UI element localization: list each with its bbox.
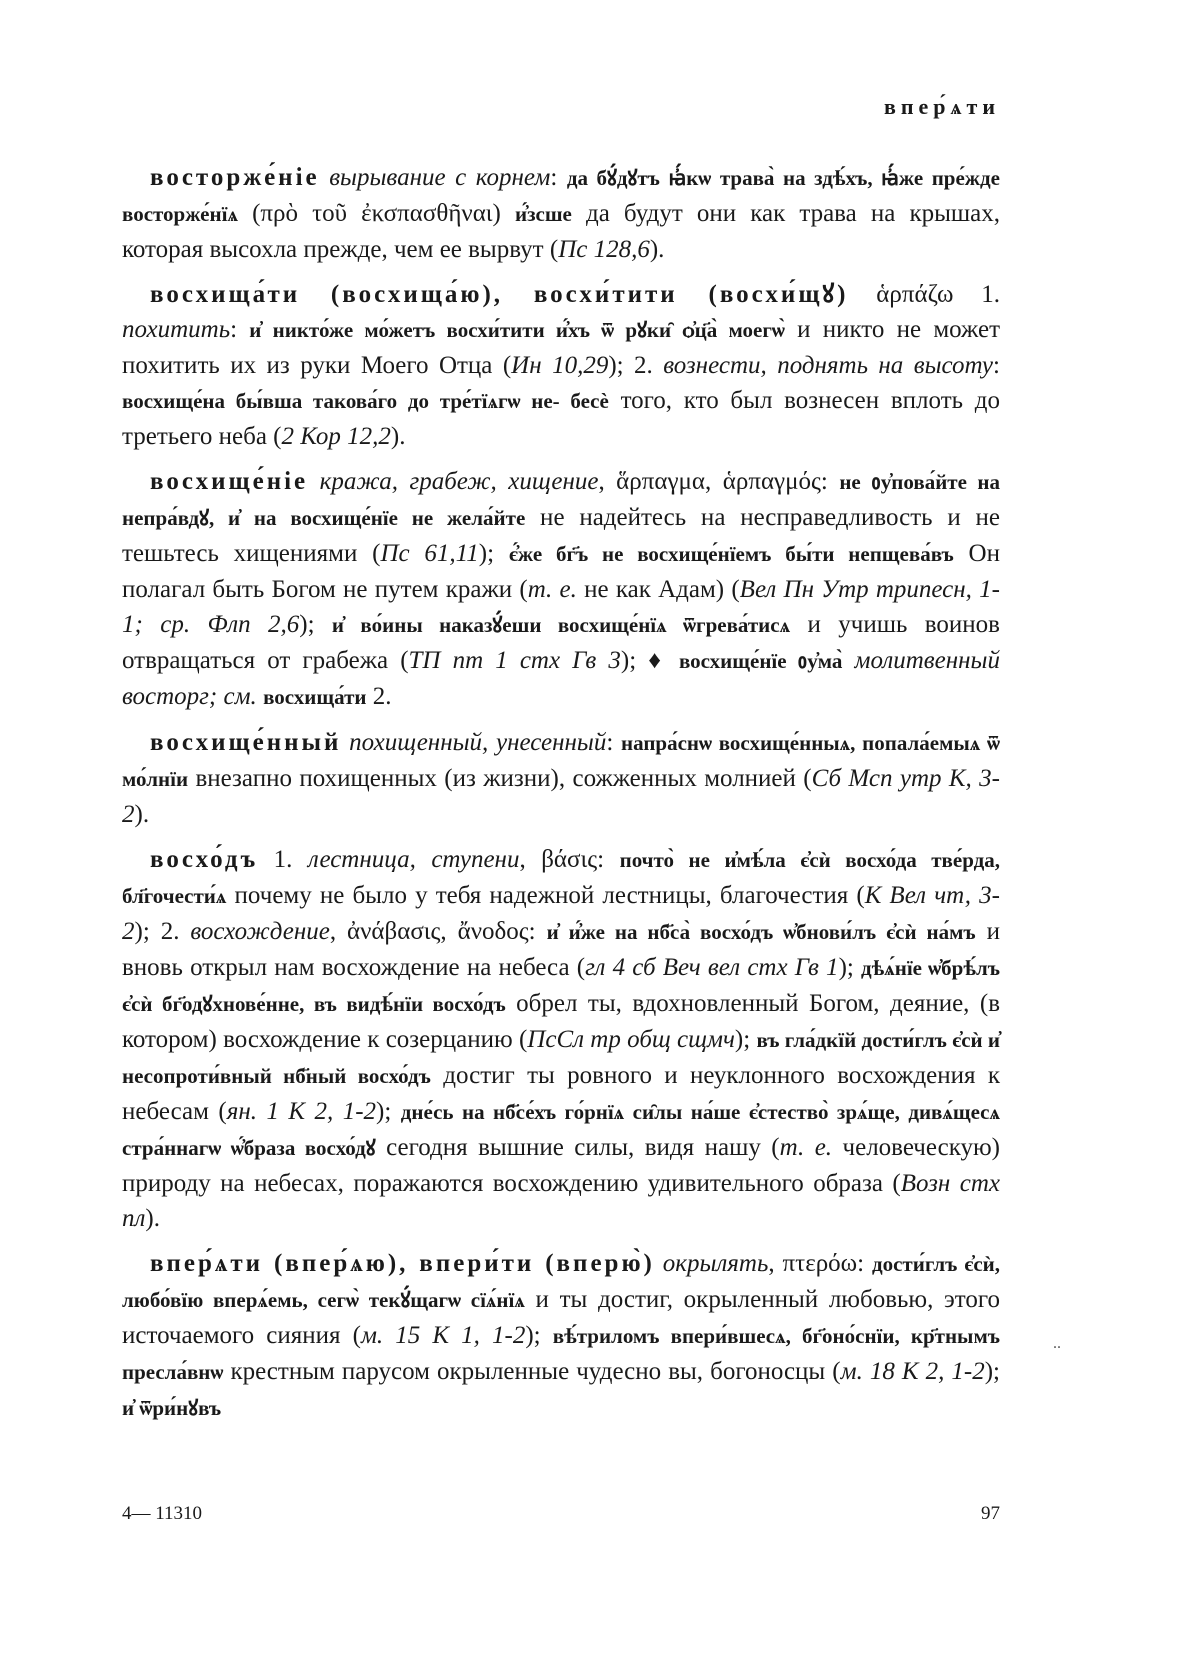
running-head: впер́ѧти <box>883 94 1000 119</box>
headword: восхища́ти (восхища́ю), восхи́тити (восхи́щꙋ) <box>150 281 849 308</box>
gloss-italic: окрылять <box>662 1250 769 1277</box>
entry-text: 1. <box>258 846 308 873</box>
entry-text: : <box>993 352 1000 379</box>
gloss-italic: м. 18 К 2, 1-2 <box>840 1358 985 1385</box>
entry-text: не надейтесь на несправедливость и не тешьтесь хищениями ( <box>122 504 1000 567</box>
headword: восхище́ніе <box>150 468 309 495</box>
gloss-italic: вознести, поднять на высоту <box>663 352 994 379</box>
entry-text: и ты достиг, окрыленный любовью, этого источаемого сияния ( <box>122 1286 1000 1349</box>
gloss-italic: Пс 128,6 <box>558 236 650 263</box>
gloss-italic: ян. 1 К 2, 1-2 <box>226 1098 377 1125</box>
gloss-italic: т. е. <box>779 1134 833 1161</box>
slavonic-quote: да бꙋ́дꙋтъ ꙗ҆́кѡ трава̀ на здѣ́хъ, ꙗ҆́же пре́жде восторже́нїѧ <box>122 166 1000 226</box>
dictionary-entry <box>122 725 1000 832</box>
entry-text: ); 2. <box>608 352 664 379</box>
entry-text: ); <box>734 1026 757 1053</box>
slavonic-quote: и҆ никто́же мо́жетъ восхи́тити и҆́хъ ѿ рꙋки̑ ѻ҆ц҃а̀ моегѡ̀ <box>249 318 785 342</box>
entry-text <box>341 729 349 756</box>
entry-text: ); <box>525 1322 553 1349</box>
gloss-italic: т. е. <box>527 576 577 603</box>
gloss-italic: ТП пт 1 стх Гв 3 <box>408 647 621 674</box>
entry-text: почему не было у тебя надежной лестницы, благочестия ( <box>226 882 865 909</box>
gloss-italic: молитвенный восторг; см. <box>122 647 1000 710</box>
entry-text: Он полагал быть Богом не путем кражи ( <box>122 540 1000 603</box>
dictionary-entry <box>122 160 1000 267</box>
slavonic-quote: є҆́же бг҃ъ не восхище́нїемъ бы́ти непщева́въ <box>508 542 954 566</box>
slavonic-quote: и҆ во́ины наказꙋ́еши восхище́нїѧ ѿгрева́тисѧ <box>331 613 791 637</box>
dictionary-entry <box>122 842 1000 1236</box>
entry-text: обрел ты, вдохновленный Богом, деяние, (в котором) восхождение к созерцанию ( <box>122 990 1001 1053</box>
page-number: 97 <box>981 1503 1000 1524</box>
entry-text: ); <box>478 540 509 567</box>
gloss-italic: К Вел чт, 3-2 <box>122 882 1000 945</box>
slavonic-quote: въ гла́дкїй дости́глъ є҆сѝ и҆ несопроти́вный нб҃ный восхо́дъ <box>122 1028 1001 1088</box>
slavonic-quote: почто̀ не и҆мѣ́ла є҆сѝ восхо́да тве́рда, бл҃гочести́ѧ <box>122 848 1000 908</box>
gloss-italic: Ин 10,29 <box>511 352 609 379</box>
dictionary-entry <box>122 464 1000 715</box>
dictionary-entry <box>122 1246 1000 1426</box>
entry-text: ); <box>984 1358 1000 1385</box>
dictionary-entries <box>122 160 1000 1436</box>
entry-text: , βάσις: <box>519 846 620 873</box>
entry-text: сегодня вышние силы, видя нашу ( <box>375 1134 780 1161</box>
entry-text: : <box>230 316 250 343</box>
entry-text: ); <box>299 611 332 638</box>
gloss-italic: восхождение <box>190 918 330 945</box>
entry-text: : <box>550 164 567 191</box>
gloss-italic: ПсСл тр общ сщмч <box>527 1026 735 1053</box>
dictionary-entry <box>122 277 1000 454</box>
slavonic-quote: напра́снѡ восхище́нныѧ, попала́емыѧ ѿ мо́лнїи <box>122 731 1000 791</box>
slavonic-quote: и҆ ѿри́нꙋвъ <box>122 1396 222 1420</box>
entry-text: ἁρπάζω 1. <box>848 281 1001 308</box>
entry-text <box>320 164 330 191</box>
gloss-italic: Сб Мсп утр К, 3-2 <box>122 765 1000 828</box>
entry-text: ). <box>390 423 406 450</box>
slavonic-quote: восхище́нїе ᲂу҆ма̀ <box>678 649 843 673</box>
entry-text: ). <box>649 236 665 263</box>
entry-text: 2. <box>366 683 392 710</box>
slavonic-quote: и҆ и҆́же на нб҃са̀ восхо́дъ ѡ҆бнови́лъ є҆сѝ на́мъ <box>546 920 976 944</box>
dictionary-page <box>122 0 1000 1668</box>
gloss-italic: Вел Пн Утр трипесн, 1-1; ср. Флп 2,6 <box>122 576 1000 638</box>
entry-text: ). <box>145 1205 160 1232</box>
entry-text: и вновь открыл нам восхождение на небеса ( <box>122 918 1000 981</box>
gloss-italic: лестница, ступени <box>307 846 520 873</box>
slavonic-quote: вѣ́триломъ впери́вшесѧ, бг҃оно́снїи, кр҃тнымъ пресла́внѡ <box>122 1324 1000 1384</box>
gloss-italic: 2 Кор 12,2 <box>281 423 391 450</box>
entry-text: и учишь воинов отвращаться от грабежа ( <box>122 611 1000 674</box>
headword: восторже́ніе <box>150 164 320 191</box>
slavonic-quote: не ᲂу҆пова́йте на непра́вдꙋ, и҆ на восхище́нїе не жела́йте <box>122 470 1001 530</box>
gloss-italic: похитить <box>122 316 231 343</box>
gloss-italic: кража, грабеж, хищение <box>319 468 599 495</box>
entry-text <box>308 468 319 495</box>
slavonic-quote: и҆́зсше <box>514 202 572 226</box>
entry-text: да будут они как трава на крышах, которая высохла прежде, чем ее вырвут ( <box>122 200 1000 263</box>
entry-text: и никто не может похитить их из руки Моего Отца ( <box>122 316 1000 379</box>
entry-text: ); <box>838 954 862 981</box>
entry-text: ). <box>134 801 150 828</box>
slavonic-quote: восхище́на бы́вша такова́го до тре́тїѧгѡ не- бесѐ <box>122 389 609 413</box>
entry-text: , πτερόω: <box>768 1250 872 1277</box>
headword: восхище́нный <box>150 729 342 756</box>
headword: восхо́дъ <box>150 846 259 873</box>
gloss-italic: м. 15 К 1, 1-2 <box>360 1322 526 1349</box>
gloss-italic: гл 4 сб Веч вел стх Гв 1 <box>585 954 839 981</box>
slavonic-quote: восхища́ти <box>263 685 367 709</box>
entry-text: человеческую) природу на небесах, поражаются восхождению удивительного образа ( <box>122 1134 1000 1197</box>
gloss-italic: Пс 61,11 <box>380 540 479 567</box>
entry-text: крестным парусом окрыленные чудесно вы, богоносцы ( <box>223 1358 841 1385</box>
entry-text: ); 2. <box>134 918 191 945</box>
slavonic-quote: дѣѧ́нїе ѡ҆брѣ́лъ є҆сѝ бг҃одꙋхнове́нне, въ видѣ́нїи восхо́дъ <box>122 956 1000 1016</box>
slavonic-quote: дне́сь на нб҃се́хъ го́рнїѧ си̑лы на́ше є҆стество̀ зрѧ́ще, дивѧ́щесѧ стра́ннагѡ ѡ҆́браза восхо́дꙋ <box>122 1100 1001 1160</box>
gloss-italic: Возн стх пл <box>122 1170 1000 1232</box>
entry-text <box>842 647 854 674</box>
entry-text: внезапно похищенных (из жизни), сожженных молнией ( <box>188 765 812 792</box>
headword: впер́ѧти (впер́ѧю), впери́ти (вперю̀) <box>150 1250 655 1277</box>
margin-mark: .. <box>1053 1335 1061 1352</box>
entry-text: (πρὸ τοῦ ἐκσπασθῆναι) <box>237 200 515 227</box>
entry-text: ); ♦ <box>620 647 679 674</box>
gloss-italic: похищенный, унесенный <box>349 729 607 756</box>
entry-text <box>655 1250 663 1277</box>
entry-text: того, кто был вознесен вплоть до третьего неба ( <box>122 387 1000 450</box>
gloss-italic: вырывание с корнем <box>329 164 551 191</box>
entry-text: ); <box>376 1098 401 1125</box>
entry-text: не как Адам) ( <box>576 576 740 603</box>
slavonic-quote: дости́глъ є҆сѝ, любо́вїю вперѧ́емь, сегѡ̀ текꙋ́щагѡ сїѧ́нїѧ <box>122 1252 1000 1312</box>
entry-text: достиг ты ровного и неуклонного восхождения к небесам ( <box>122 1062 1000 1125</box>
entry-text: , ἀνάβασις, ἄνοδος: <box>329 918 547 945</box>
entry-text: : <box>606 729 621 756</box>
entry-text: , ἅρπαγμα, ἁρπαγμός: <box>598 468 840 495</box>
printer-signature: 4— 11310 <box>122 1503 203 1524</box>
